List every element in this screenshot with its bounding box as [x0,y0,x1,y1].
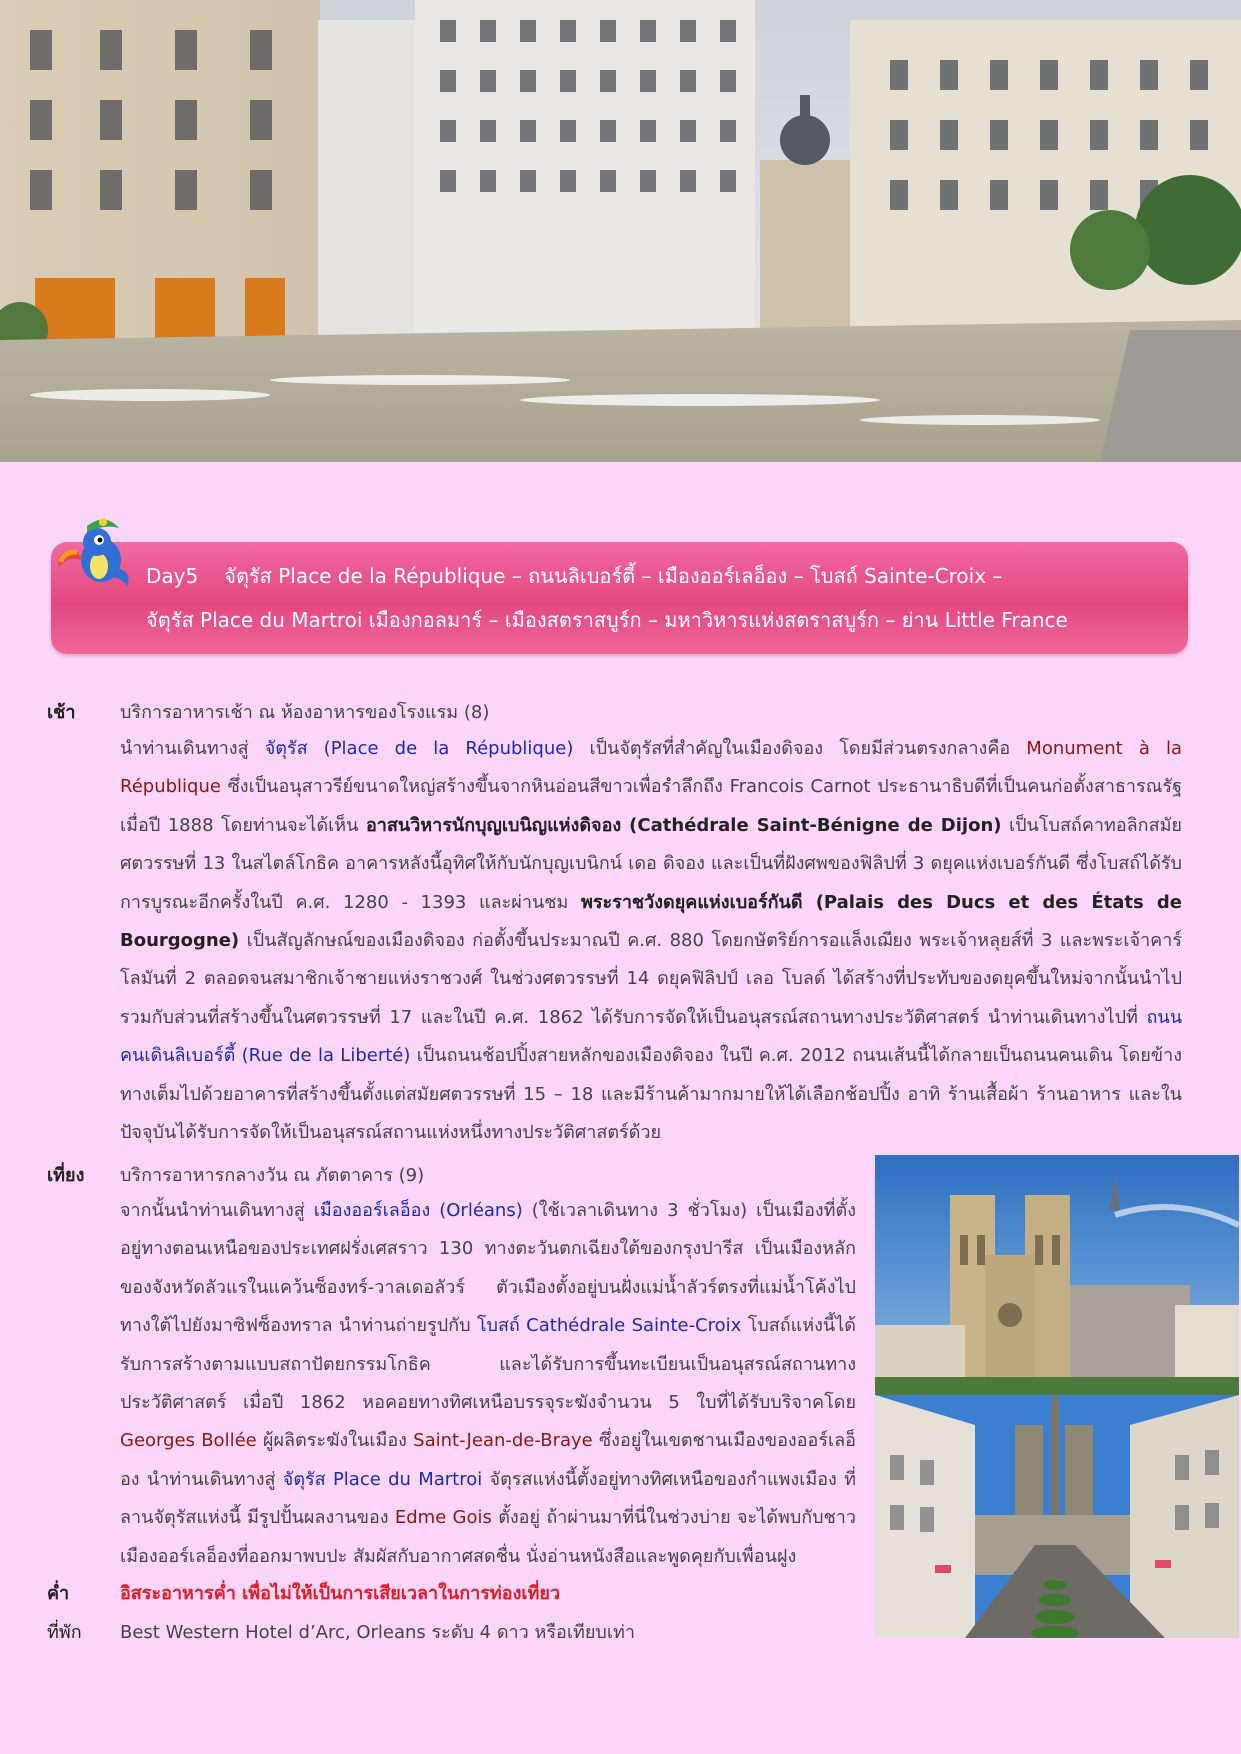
place-du-martroi-link: จัตุรัส Place du Martroi [282,1468,483,1490]
breakfast-text: บริการอาหารเช้า ณ ห้องอาหารของโรงแรม (8) [120,702,490,723]
photo-cathedrale-sainte-croix [875,1155,1239,1395]
georges-bollee-name: Georges Bollée [120,1430,257,1452]
dinner-text: อิสระอาหารค่ำ เพื่อไม่ให้เป็นการเสียเวลาในการท่องเที่ยว [120,1583,561,1604]
day-label: Day5 [146,564,199,588]
day-title-line-1: จัตุรัส Place de la République – ถนนลิเบอร์ตี้ – เมืองออร์เลอ็อง – โบสถ์ Sainte-Croix – [224,564,1003,588]
place-republique-link: จัตุรัส (Place de la République) [264,738,574,759]
saint-jean-de-braye-name: Saint-Jean-de-Braye [413,1430,593,1452]
noon-paragraph: จากนั้นนำท่านเดินทางสู่ เมืองออร์เลอ็อง (Orléans) (ใช้เวลาเดินทาง 3 ชั่วโมง) เป็นเมืองที่ตั้งอยู่ทางตอนเหนือของประเทศฝรั่งเศสราว 130 ทางตะวันตกเฉียงใต้ของกรุงปารีส เป็นเมืองหลักของจังหวัดลัวแรในแคว้นซ็องทร์-วาลเดอลัวร์ ตัวเมืองตั้งอยู่บนฝั่งแม่น้ำลัวร์ตรงที่แม่น้ำโค้งไปทางใต้ไปยังมาซิฟซ็องทราล นำท่านถ่ายรูปกับ โบสถ์ Cathédrale Sainte-Croix โบสถ์แห่งนี้ได้รับการสร้างตามแบบสถาปัตยกรรมโกธิค และได้รับการขึ้นทะเบียนเป็นอนุสรณ์สถานทางประวัติศาสตร์ เมื่อปี 1862 หอคอยทางทิศเหนือบรรจุระฆังจำนวน 5 ใบที่ได้รับบริจาคโดย Georges Bollée ผู้ผลิตระฆังในเมือง Saint-Jean-de-Braye ซึ่งอยู่ในเขตชานเมืองของออร์เลอ็อง นำท่านเดินทางสู่ จัตุรัส Place du Martroi จัตุรสแห่งนี้ตั้งอยู่ทางทิศเหนือของกำแพงเมือง ที่ลานจัตุรัสแห่งนี้ มีรูปปั้นผลงานของ Edme Gois ตั้งอยู่ ถ้าผ่านมาที่นี่ในช่วงบ่าย จะได้พบกับชาวเมืองออร์เลอ็องที่ออกมาพบปะ สัมผัสกับอากาศสดชื่น นั่งอ่านหนังสือและพูดคุยกับเพื่อนฝูง [120,1200,857,1567]
sainte-croix-link: โบสถ์ Cathédrale Sainte-Croix [476,1315,742,1337]
morning-label: เช้า [47,702,76,723]
monument-name: Monument à la République [120,738,1182,798]
edme-gois-name: Edme Gois [394,1507,492,1529]
hotel-label: ที่พัก [47,1622,82,1643]
lunch-text: บริการอาหารกลางวัน ณ ภัตตาคาร (9) [120,1165,425,1186]
noon-label: เที่ยง [47,1165,85,1186]
hero-photo-place-de-la-republique [0,0,1241,462]
orleans-link: เมืองออร์เลอ็อง (Orléans) [313,1200,523,1221]
photo-rue-jeanne-darc [875,1395,1239,1638]
day-title-banner [51,542,1188,654]
toucan-mascot-icon [53,508,137,592]
evening-label: ค่ำ [47,1583,70,1604]
day-title-line-2: จัตุรัส Place du Martroi เมืองกอลมาร์ – เมืองสตราสบูร์ก – มหาวิหารแห่งสตราสบูร์ก – ย่าน Little France [146,608,1068,632]
cathedral-name: อาสนวิหารนักบุญเบนิญแห่งดิจอง (Cathédrale Saint-Bénigne de Dijon) [365,814,1002,836]
hotel-text: Best Western Hotel d’Arc, Orleans ระดับ 4 ดาว หรือเทียบเท่า [120,1622,635,1643]
rue-liberte-link: ถนนคนเดินลิเบอร์ตี้ (Rue de la Liberté) [120,1006,1182,1067]
palace-name: พระราชวังดยุคแห่งเบอร์กันดี (Palais des Ducs et des États de Bourgogne) [120,891,1182,952]
morning-paragraph: นำท่านเดินทางสู่ จัตุรัส (Place de la République) เป็นจัตุรัสที่สำคัญในเมืองดิจอง โดยมีส่วนตรงกลางคือ Monument à la République ซึ่งเป็นอนุสาวรีย์ขนาดใหญ่สร้างขึ้นจากหินอ่อนสีขาวเพื่อรำลึกถึง Francois Carnot ประธานาธิบดีที่เป็นคนก่อตั้งสาธารณรัฐ เมื่อปี 1888 โดยท่านจะได้เห็น อาสนวิหารนักบุญเบนิญแห่งดิจอง (Cathédrale Saint-Bénigne de Dijon) เป็นโบสถ์คาทอลิกสมัยศตวรรษที่ 13 ในสไตล์โกธิค อาคารหลังนี้อุทิศให้กับนักบุญเบนิกน์ เดอ ดิจอง และเป็นที่ฝังศพของฟิลิปที่ 3 ดยุคแห่งเบอร์กันดี ซึ่งโบสถ์ได้รับการบูรณะอีกครั้งในปี ค.ศ. 1280 - 1393 และผ่านชม พระราชวังดยุคแห่งเบอร์กันดี (Palais des Ducs et des États de Bourgogne) เป็นสัญลักษณ์ของเมืองดิจอง ก่อตั้งขึ้นประมาณปี ค.ศ. 880 โดยกษัตริย์การอแล็งเฌียง พระเจ้าหลุยส์ที่ 3 และพระเจ้าคาร์โลมันที่ 2 ตลอดจนสมาชิกเจ้าชายแห่งราชวงศ์ ในช่วงศตวรรษที่ 14 ดยุคฟิลิปป์ เลอ โบลด์ ได้สร้างที่ประทับของดยุคขึ้นใหม่จากนั้นนำไปรวมกับส่วนที่สร้างขึ้นในศตวรรษที่ 17 และในปี ค.ศ. 1862 ได้รับการจัดให้เป็นอนุสรณ์สถานทางประวัติศาสตร์ นำท่านเดินทางไปที่ ถนนคนเดินลิเบอร์ตี้ (Rue de la Liberté) เป็นถนนช้อปปิ้งสายหลักของเมืองดิจอง ในปี ค.ศ. 2012 ถนนเส้นนี้ได้กลายเป็นถนนคนเดิน โดยข้างทางเต็มไปด้วยอาคารที่สร้างขึ้นตั้งแต่สมัยศตวรรษที่ 15 – 18 และมีร้านค้ามากมายให้ได้เลือกช้อปปิ้ง อาทิ ร้านเสื้อผ้า ร้านอาหาร และในปัจจุบันได้รับการจัดให้เป็นอนุสรณ์สถานแห่งหนึ่งทางประวัติศาสตร์ด้วย [120,738,1182,1144]
